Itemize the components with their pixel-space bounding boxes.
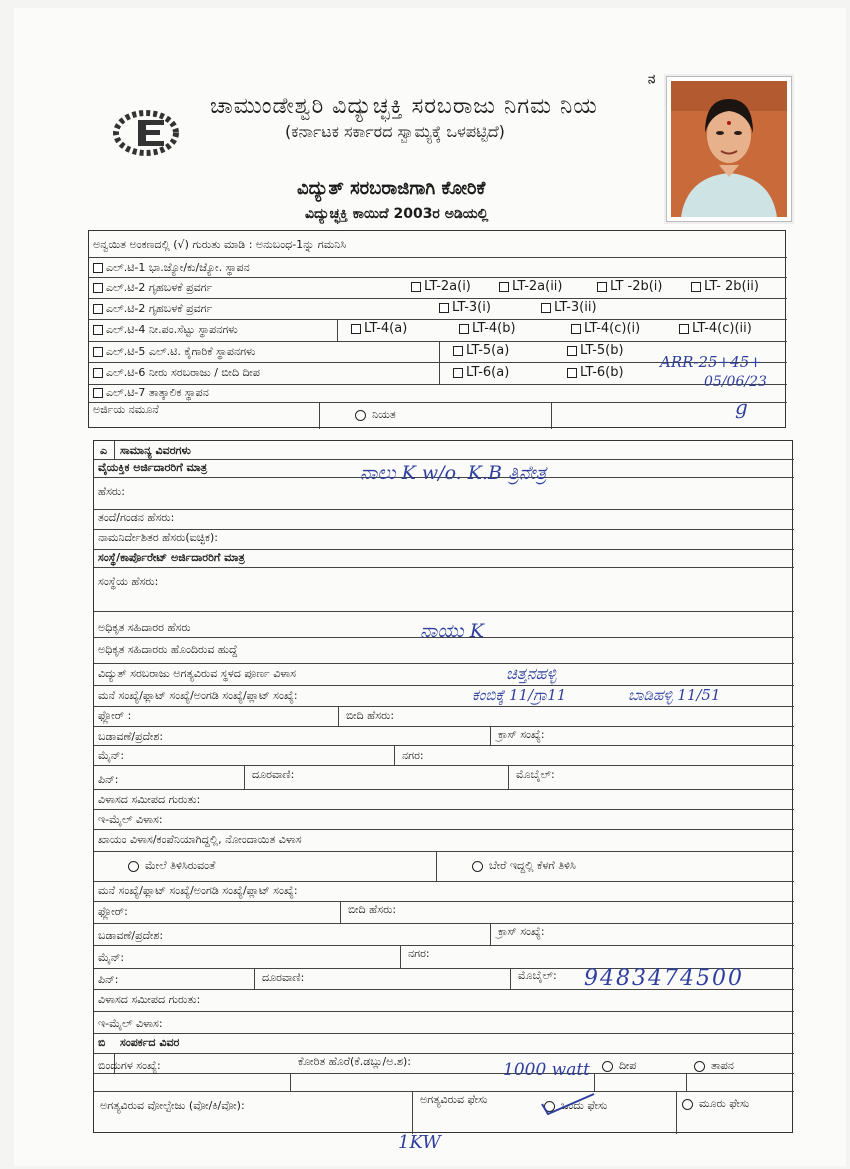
if-different-option[interactable]: ಬೇರೆ ಇದ್ದಲ್ಲಿ ಕೆಳಗೆ ತಿಳಿಸಿ (472, 859, 576, 873)
option-lt2b-i[interactable]: LT -2b(i) (597, 279, 663, 294)
house-number-value-2: ಬಾಡಿಹಳ್ಳಿ 11/51 (628, 686, 721, 704)
tariff-instruction: ಅನ್ವಯಿತ ಅಂಕಣದಲ್ಲಿ (√) ಗುರುತು ಮಾಡಿ : ಅನುಬಂಧ-1ನ್ನು ಗಮನಿಸಿ (93, 238, 347, 251)
city-label: ನಗರ: (402, 749, 424, 762)
name-label: ಹೆಸರು: (98, 485, 125, 498)
load-value: 1000 watt (503, 1060, 591, 1080)
single-phase-option[interactable]: ಒಂದು ಫೇಸು (544, 1099, 607, 1113)
individual-only-label: ವೈಯಕ್ತಿಕ ಅರ್ಜಿದಾರರಿಗೆ ಮಾತ್ರ (98, 461, 208, 474)
radio[interactable] (682, 1099, 693, 1110)
landmark-label-2: ವಿಳಾಸದ ಸಮೀಪದ ಗುರುತು: (98, 993, 201, 1006)
checkbox[interactable] (93, 388, 103, 398)
floor-label: ಫ್ಲೋರ್ : (98, 709, 132, 722)
section-b-title: ಸಂಪರ್ಕದ ವಿವರ (120, 1036, 180, 1049)
option-lt5b[interactable]: LT-5(b) (567, 343, 624, 358)
pin-label: ಪಿನ್: (98, 773, 119, 786)
handwritten-checkmark-icon (538, 1090, 598, 1120)
designation-label: ಅಧಿಕೃತ ಸಹಿದಾರರು ಹೊಂದಿರುವ ಹುದ್ದೆ (98, 643, 238, 656)
area-label-2: ಬಡಾವಣೆ/ಪ್ರದೇಶ: (98, 929, 164, 942)
street-label: ಬೀದಿ ಹೆಸರು: (346, 709, 395, 722)
option-lt3-ii[interactable]: LT-3(ii) (541, 300, 597, 315)
street-label-2: ಬೀದಿ ಹೆಸರು: (348, 903, 397, 916)
checkbox[interactable] (453, 368, 463, 378)
points-label: ಬಿಂದುಗಳ ಸಂಖ್ಯೆ: (98, 1059, 161, 1072)
general-details-table (93, 440, 793, 1133)
checkbox[interactable] (93, 325, 103, 335)
option-lt4c-i[interactable]: LT-4(c)(i) (571, 321, 640, 336)
premises-address-label: ವಿದ್ಯುತ್ ಸರಬರಾಜು ಅಗತ್ಯವಿರುವ ಸ್ಥಳದ ಪೂರ್ಣ ವಿಳಾಸ (98, 667, 296, 680)
mobile-label: ಮೊಬೈಲ್: (516, 768, 555, 781)
checkbox[interactable] (453, 346, 463, 356)
applicant-photo (666, 76, 792, 222)
checkbox[interactable] (571, 324, 581, 334)
form-subtitle: ವಿದ್ಯುಚ್ಛಕ್ತಿ ಕಾಯಿದೆ 2003ರ ಅಡಿಯಲ್ಲಿ (305, 206, 489, 222)
checkbox[interactable] (597, 282, 607, 292)
org-name-label: ಸಂಸ್ಥೆಯ ಹೆಸರು: (98, 575, 159, 588)
floor-label-2: ಫ್ಲೋರ್: (98, 905, 128, 918)
checkbox[interactable] (459, 324, 469, 334)
handwritten-date: 05/06/23 (704, 374, 767, 390)
phone-label: ದೂರವಾಣಿ: (252, 768, 295, 781)
checkbox[interactable] (93, 347, 103, 357)
radio[interactable] (472, 861, 483, 872)
area-label: ಬಡಾವಣೆ/ಪ್ರದೇಶ: (98, 730, 164, 743)
radio[interactable] (602, 1061, 613, 1072)
house-number-value: ಕಂಬಿಕ್ಕೆ 11/ಗ್ರಾ11 (472, 686, 567, 704)
light-option[interactable]: ದೀಪ (602, 1059, 636, 1073)
signatory-label: ಅಧಿಕೃತ ಸಹಿದಾರರ ಹೆಸರು (98, 621, 191, 634)
checkbox[interactable] (93, 304, 103, 314)
pin-label-2: ಪಿನ್: (98, 973, 119, 986)
handwritten-initial: g (735, 395, 748, 419)
checkbox[interactable] (411, 282, 421, 292)
checkbox[interactable] (93, 368, 103, 378)
application-type-label: ಅರ್ಜಿಯ ನಮೂನೆ (93, 403, 159, 416)
section-a-letter: ಎ (100, 444, 108, 457)
option-lt6a[interactable]: LT-6(a) (453, 365, 509, 380)
option-lt4b[interactable]: LT-4(b) (459, 321, 516, 336)
form-title: ವಿದ್ಯುತ್ ಸರಬರಾಜಿಗಾಗಿ ಕೋರಿಕೆ (297, 178, 486, 199)
permanent-address-label: ಖಾಯಂ ವಿಳಾಸ/ಕಂಪೆನಿಯಾಗಿದ್ದಲ್ಲಿ, ನೋಂದಾಯಿತ ವಿಳಾಸ (98, 833, 302, 846)
application-type-regular[interactable]: ನಿಯತ (355, 408, 396, 422)
premises-value: ಚಿತ್ತನಹಳ್ಳಿ (506, 664, 557, 683)
corporate-only-label: ಸಂಸ್ಥೆ/ಕಾರ್ಪೊರೇಟ್ ಅರ್ಜಿದಾರರಿಗೆ ಮಾತ್ರ (98, 551, 245, 564)
main-label: ಮೈನ್: (98, 749, 125, 762)
org-subtitle: (ಕರ್ನಾಟಕ ಸರ್ಕಾರದ ಸ್ವಾಮ್ಯಕ್ಕೆ ಒಳಪಟ್ಟಿದೆ) (285, 122, 505, 141)
tariff-row-lt2[interactable]: ಎಲ್.ಟಿ-2 ಗೃಹಬಳಕೆ ಪ್ರವರ್ಗ (93, 281, 212, 295)
tariff-row-lt7[interactable]: ಎಲ್.ಟಿ-7 ತಾತ್ಕಾಲಿಕ ಸ್ಥಾಪನ (93, 386, 209, 400)
mobile-label-2: ಮೊಬೈಲ್: (518, 969, 557, 982)
radio[interactable] (128, 861, 139, 872)
applicant-name-value: ನಾಲು K w/o. K.B ತ್ರಿನೇತ್ರ (360, 462, 547, 484)
section-b-letter: ಬಿ (98, 1036, 106, 1049)
three-phase-option[interactable]: ಮೂರು ಫೇಸು (682, 1097, 749, 1111)
checkbox[interactable] (499, 282, 509, 292)
tariff-row-lt1[interactable]: ಎಲ್.ಟಿ-1 ಭಾ.ಜ್ಯೋ/ಕು/ಜ್ಯೋ. ಸ್ಥಾಪನ (93, 261, 250, 275)
checkbox[interactable] (541, 303, 551, 313)
load-label: ಕೋರಿತ ಹೊರೆ(ಕೆ.ಡಬ್ಲು/ಅ.ಶ): (298, 1055, 411, 1068)
escom-logo-icon (108, 108, 180, 158)
radio[interactable] (355, 410, 366, 421)
mobile-value: 9483474500 (584, 966, 744, 991)
checkbox[interactable] (93, 283, 103, 293)
email-label-2: ಇ-ಮೈಲ್ ವಿಳಾಸ: (98, 1017, 163, 1030)
email-label: ಇ-ಮೈಲ್ ವಿಳಾಸ: (98, 813, 163, 826)
house-number-label: ಮನೆ ಸಂಖ್ಯೆ/ಫ್ಲಾಟ್ ಸಂಖ್ಯೆ/ಅಂಗಡಿ ಸಂಖ್ಯೆ/ಪ್ಲಾಟ್ ಸಂಖ್ಯೆ: (98, 689, 298, 702)
option-lt4a[interactable]: LT-4(a) (351, 321, 407, 336)
handwritten-ref: ARR-25+45+ (660, 353, 762, 371)
section-a-title: ಸಾಮಾನ್ಯ ವಿವರಗಳು (120, 444, 191, 457)
heat-option[interactable]: ತಾಪನ (694, 1059, 734, 1073)
corner-mark: ನ (648, 72, 656, 87)
phase-label: ಅಗತ್ಯವಿರುವ ಫೇಸು (420, 1093, 488, 1106)
org-name: ಚಾಮುಂಡೇಶ್ವರಿ ವಿದ್ಯುಚ್ಛಕ್ತಿ ಸರಬರಾಜು ನಿಗಮ ನಿಯ (210, 94, 598, 119)
checkbox[interactable] (679, 324, 689, 334)
same-as-above-option[interactable]: ಮೇಲೆ ತಿಳಿಸಿರುವಂತೆ (128, 859, 215, 873)
checkbox[interactable] (567, 368, 577, 378)
father-name-label: ತಂದೆ/ಗಂಡನ ಹೆಸರು: (98, 511, 175, 524)
option-lt2b-ii[interactable]: LT- 2b(ii) (691, 279, 759, 294)
main-label-2: ಮೈನ್: (98, 951, 125, 964)
voltage-label: ಅಗತ್ಯವಿರುವ ವೋಲ್ಟೇಜು (ವೋ/ಕಿ/ವೋ): (100, 1099, 245, 1112)
phone-label-2: ದೂರವಾಣಿ: (262, 971, 305, 984)
option-lt5a[interactable]: LT-5(a) (453, 343, 509, 358)
option-lt4c-ii[interactable]: LT-4(c)(ii) (679, 321, 752, 336)
option-lt3-i[interactable]: LT-3(i) (439, 300, 491, 315)
landmark-label: ವಿಳಾಸದ ಸಮೀಪದ ಗುರುತು: (98, 793, 201, 806)
nominee-label: ನಾಮನಿರ್ದೇಶಿತರ ಹೆಸರು(ಐಚ್ಛಿಕ): (98, 531, 218, 544)
tariff-row-lt4[interactable]: ಎಲ್.ಟಿ-4 ನೀ.ಪಂ.ಸೆಟ್ಟು ಸ್ಥಾಪನಗಳು (93, 323, 238, 337)
tariff-row-lt6[interactable]: ಎಲ್.ಟಿ-6 ನೀರು ಸರಬರಾಜು / ಬೀದಿ ದೀಪ (93, 366, 260, 380)
footer-load-note: 1KW (398, 1132, 441, 1153)
checkbox[interactable] (691, 282, 701, 292)
radio[interactable] (694, 1061, 705, 1072)
checkbox[interactable] (567, 346, 577, 356)
cross-label-2: ಕ್ರಾಸ್ ಸಂಖ್ಯೆ: (498, 925, 545, 938)
tariff-table (88, 230, 786, 428)
tariff-row-lt5[interactable]: ಎಲ್.ಟಿ-5 ಎಲ್.ಟಿ. ಕೈಗಾರಿಕೆ ಸ್ಥಾಪನಗಳು (93, 345, 256, 359)
signatory-name-value: ನಾಯು K (420, 620, 484, 642)
house-number-label-2: ಮನೆ ಸಂಖ್ಯೆ/ಫ್ಲಾಟ್ ಸಂಖ್ಯೆ/ಅಂಗಡಿ ಸಂಖ್ಯೆ/ಪ್ಲಾಟ್ ಸಂಖ್ಯೆ: (98, 884, 298, 897)
cross-label: ಕ್ರಾಸ್ ಸಂಖ್ಯೆ: (498, 728, 545, 741)
checkbox[interactable] (93, 263, 103, 273)
checkbox[interactable] (439, 303, 449, 313)
option-lt6b[interactable]: LT-6(b) (567, 365, 624, 380)
city-label-2: ನಗರ: (408, 947, 430, 960)
checkbox[interactable] (351, 324, 361, 334)
option-lt2a-i[interactable]: LT-2a(i) (411, 279, 471, 294)
tariff-row-lt3[interactable]: ಎಲ್.ಟಿ-2 ಗೃಹಬಳಕೆ ಪ್ರವರ್ಗ (93, 302, 212, 316)
option-lt2a-ii[interactable]: LT-2a(ii) (499, 279, 563, 294)
